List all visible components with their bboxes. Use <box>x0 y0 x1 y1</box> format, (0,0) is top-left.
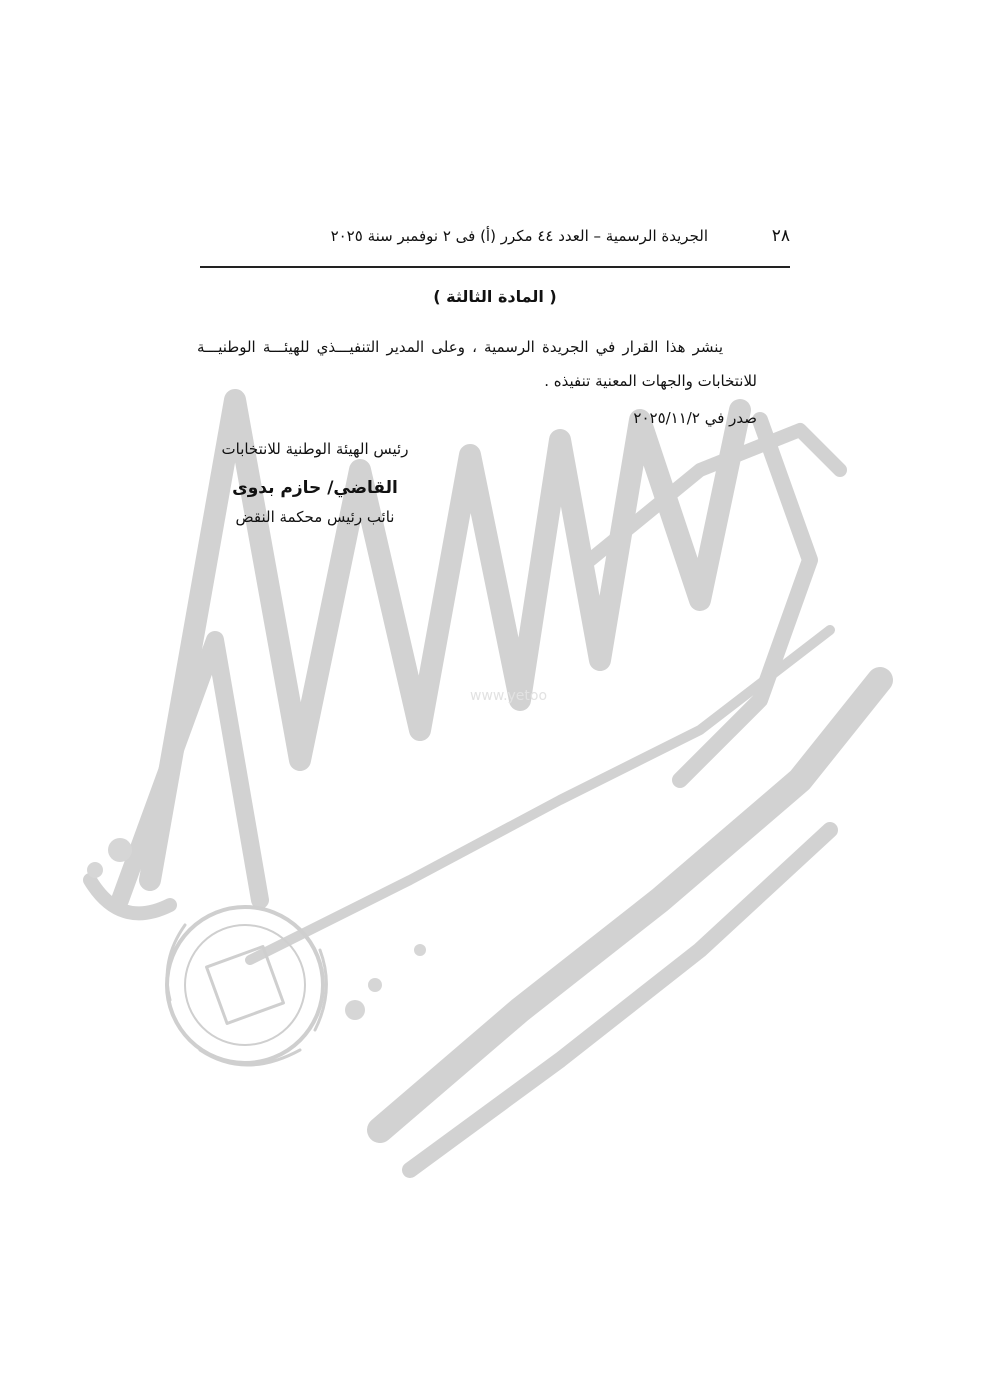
issue-date: صدر في ٢٠٢٥/١١/٢ <box>633 409 757 427</box>
page-number: ٢٨ <box>771 226 790 246</box>
article-heading: ( المادة الثالثة ) <box>433 287 557 306</box>
watermark-stroke <box>380 680 880 1130</box>
ministry-seal-icon <box>167 907 326 1065</box>
watermark-stroke <box>120 640 260 900</box>
running-header <box>200 226 790 258</box>
article-body <box>197 330 757 398</box>
signatory-role: رئيس الهيئة الوطنية للانتخابات <box>221 440 409 458</box>
gazette-issue-line: الجريدة الرسمية – العدد ٤٤ مكرر (أ) فى ٢ نوفمبر سنة ٢٠٢٥ <box>330 227 708 245</box>
watermark-site-text: www.yetoo <box>470 688 548 704</box>
article-paragraph-line: ينشر هذا القرار في الجريدة الرسمية ، وعلى المدير التنفيـــذي للهيئـــة الوطنيـــة <box>197 338 723 356</box>
signatory-name: القاضي/ حازم بدوى <box>232 478 398 498</box>
signatory-title: نائب رئيس محكمة النقض <box>235 508 395 526</box>
watermark-stroke <box>680 420 810 780</box>
signature-block <box>200 440 430 526</box>
watermark-stroke <box>590 430 840 560</box>
watermark-stroke <box>410 830 830 1170</box>
header-divider <box>200 266 790 268</box>
article-paragraph-line: للانتخابات والجهات المعنية تنفيذه . <box>544 372 757 390</box>
watermark-stroke <box>90 880 170 913</box>
watermark-stroke <box>250 630 830 960</box>
